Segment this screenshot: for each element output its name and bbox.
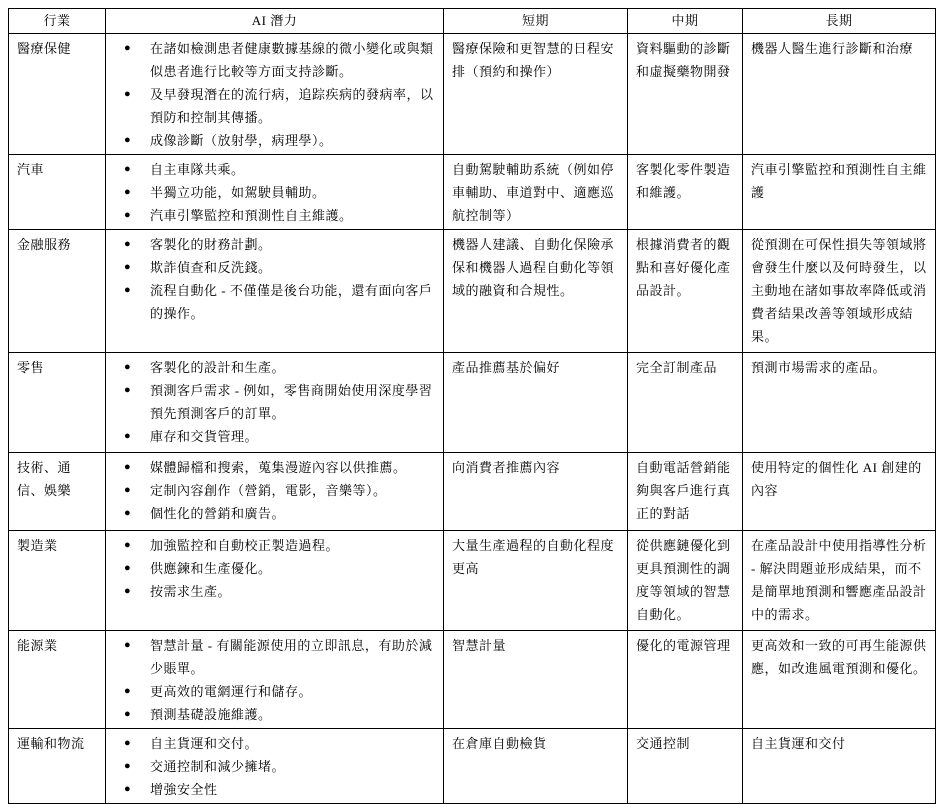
long-term-cell: 汽車引擎監控和預測性自主維護 [743, 155, 936, 230]
ai-potential-item: ● 流程自動化 - 不僅僅是後台功能，還有面向客戶的操作。 [114, 279, 435, 325]
ai-potential-item: ● 自主車隊共乘。 [114, 158, 435, 181]
mid-term-cell: 完全訂制產品 [628, 353, 743, 453]
table-row [9, 531, 936, 631]
ai-potential-list [114, 158, 435, 227]
ai-potential-list [114, 732, 435, 801]
table-row [9, 230, 936, 353]
ai-potential-item: ● 媒體歸檔和搜索，蒐集漫遊內容以供推薦。 [114, 456, 435, 479]
ai-potential-item: ● 智慧計量 - 有關能源使用的立即訊息，有助於減少賬單。 [114, 634, 435, 680]
ai-impact-table [8, 8, 936, 804]
short-term-cell: 產品推薦基於偏好 [444, 353, 628, 453]
long-term-cell: 機器人醫生進行診斷和治療 [743, 34, 936, 155]
ai-potential-item: ● 加強監控和自動校正製造過程。 [114, 534, 435, 557]
ai-potential-cell [106, 353, 444, 453]
ai-potential-cell [106, 34, 444, 155]
ai-potential-list [114, 37, 435, 152]
ai-potential-item: ● 客製化的財務計劃。 [114, 233, 435, 256]
ai-potential-item: ● 半獨立功能，如駕駛員輔助。 [114, 181, 435, 204]
short-term-cell: 向消費者推薦內容 [444, 453, 628, 531]
ai-potential-cell [106, 230, 444, 353]
ai-potential-item: ● 個性化的營銷和廣告。 [114, 502, 435, 525]
short-term-cell: 智慧計量 [444, 631, 628, 729]
ai-potential-item: ● 自主貨運和交付。 [114, 732, 435, 755]
industry-cell: 金融服務 [9, 230, 106, 353]
short-term-cell: 在倉庫自動檢貨 [444, 729, 628, 804]
ai-potential-item: ● 及早發現潛在的流行病，追踪疾病的發病率，以預防和控制其傳播。 [114, 83, 435, 129]
ai-potential-cell [106, 531, 444, 631]
ai-potential-list [114, 634, 435, 726]
header-row [9, 9, 936, 34]
ai-potential-cell [106, 631, 444, 729]
mid-term-cell: 交通控制 [628, 729, 743, 804]
industry-cell: 醫療保健 [9, 34, 106, 155]
ai-potential-list [114, 534, 435, 603]
ai-potential-item: ● 在諸如檢測患者健康數據基線的微小變化或與類似患者進行比較等方面支持診斷。 [114, 37, 435, 83]
table-row [9, 729, 936, 804]
industry-cell: 技術、通信、娛樂 [9, 453, 106, 531]
ai-potential-item: ● 預測基礎設施維護。 [114, 703, 435, 726]
col-header-long-term: 長期 [743, 9, 936, 34]
ai-potential-item: ● 汽車引擎監控和預測性自主維護。 [114, 204, 435, 227]
table-row [9, 155, 936, 230]
ai-potential-item: ● 供應鍊和生產優化。 [114, 557, 435, 580]
table-row [9, 453, 936, 531]
ai-potential-item: ● 定制內容創作（營銷，電影，音樂等）。 [114, 479, 435, 502]
industry-cell: 運輸和物流 [9, 729, 106, 804]
ai-potential-list [114, 356, 435, 448]
ai-potential-item: ● 庫存和交貨管理。 [114, 425, 435, 448]
long-term-cell: 預測市場需求的產品。 [743, 353, 936, 453]
col-header-mid-term: 中期 [628, 9, 743, 34]
mid-term-cell: 自動電話營銷能夠與客戶進行真正的對話 [628, 453, 743, 531]
long-term-cell: 在產品設計中使用指導性分析 - 解決問題並形成結果，而不是簡單地預測和響應產品設計中的需求。 [743, 531, 936, 631]
mid-term-cell: 資料驅動的診斷和虛擬藥物開發 [628, 34, 743, 155]
industry-cell: 汽車 [9, 155, 106, 230]
long-term-cell: 從預測在可保性損失等領域將會發生什麼以及何時發生，以主動地在諸如事故率降低或消費者結果改善等領域形成結果。 [743, 230, 936, 353]
long-term-cell: 使用特定的個性化 AI 創建的內容 [743, 453, 936, 531]
ai-potential-item: ● 欺詐偵查和反洗錢。 [114, 256, 435, 279]
ai-potential-item: ● 預測客戶需求 - 例如，零售商開始使用深度學習預先預測客戶的訂單。 [114, 379, 435, 425]
col-header-short-term: 短期 [444, 9, 628, 34]
mid-term-cell: 從供應鏈優化到更具預測性的調度等領域的智慧自動化。 [628, 531, 743, 631]
long-term-cell: 更高效和一致的可再生能源供應，如改進風電預測和優化。 [743, 631, 936, 729]
ai-potential-list [114, 456, 435, 525]
col-header-ai-potential: AI 潛力 [106, 9, 444, 34]
table-row [9, 631, 936, 729]
ai-potential-list [114, 233, 435, 325]
ai-potential-cell [106, 155, 444, 230]
ai-potential-item: ● 按需求生產。 [114, 580, 435, 603]
long-term-cell: 自主貨運和交付 [743, 729, 936, 804]
mid-term-cell: 根據消費者的觀點和喜好優化產品設計。 [628, 230, 743, 353]
ai-potential-item: ● 成像診斷（放射學，病理學）。 [114, 129, 435, 152]
table-row [9, 34, 936, 155]
short-term-cell: 自動駕駛輔助系統（例如停車輔助、車道對中、適應巡航控制等） [444, 155, 628, 230]
ai-potential-cell [106, 453, 444, 531]
table-row [9, 353, 936, 453]
short-term-cell: 機器人建議、自動化保險承保和機器人過程自動化等領域的融資和合規性。 [444, 230, 628, 353]
ai-potential-item: ● 增強安全性 [114, 778, 435, 801]
short-term-cell: 醫療保險和更智慧的日程安排（預約和操作） [444, 34, 628, 155]
industry-cell: 製造業 [9, 531, 106, 631]
ai-potential-cell [106, 729, 444, 804]
mid-term-cell: 優化的電源管理 [628, 631, 743, 729]
ai-potential-item: ● 更高效的電網運行和儲存。 [114, 680, 435, 703]
industry-cell: 能源業 [9, 631, 106, 729]
ai-potential-item: ● 客製化的設計和生產。 [114, 356, 435, 379]
ai-potential-item: ● 交通控制和減少擁堵。 [114, 755, 435, 778]
mid-term-cell: 客製化零件製造和維護。 [628, 155, 743, 230]
short-term-cell: 大量生產過程的自動化程度更高 [444, 531, 628, 631]
industry-cell: 零售 [9, 353, 106, 453]
col-header-industry: 行業 [9, 9, 106, 34]
